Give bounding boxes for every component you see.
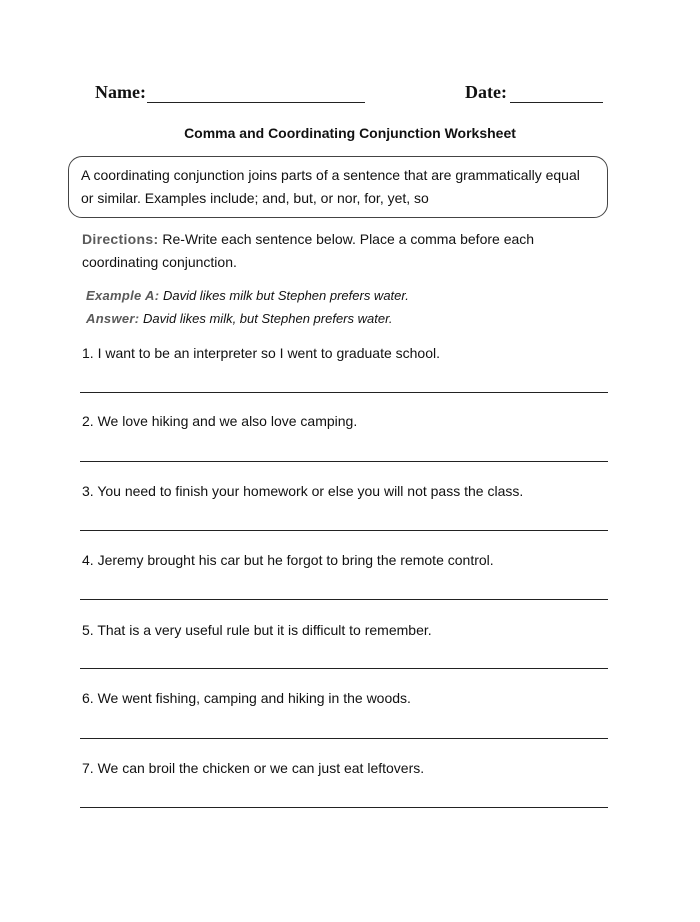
- example-a: [86, 288, 409, 303]
- answer-line-7[interactable]: [80, 807, 608, 808]
- name-label: Name:: [95, 82, 146, 102]
- answer-label: Answer:: [86, 311, 140, 326]
- directions-label: Directions:: [82, 231, 159, 247]
- answer-line-4[interactable]: [80, 599, 608, 600]
- definition-box: [68, 156, 608, 218]
- answer-text: David likes milk, but Stephen prefers water.: [143, 311, 393, 326]
- directions-line-1: Re-Write each sentence below. Place a comma before each: [162, 231, 535, 247]
- definition-line-2: or similar. Examples include; and, but, or nor, for, yet, so: [81, 190, 429, 206]
- question-3: 3. You need to finish your homework or else you will not pass the class.: [82, 483, 524, 499]
- definition-line-1: A coordinating conjunction joins parts of a sentence that are grammatically equal: [81, 167, 580, 183]
- answer-line-1[interactable]: [80, 392, 608, 393]
- date-label: Date:: [465, 82, 507, 102]
- question-5: 5. That is a very useful rule but it is difficult to remember.: [82, 622, 432, 638]
- directions-line-2: coordinating conjunction.: [82, 254, 237, 270]
- question-2: 2. We love hiking and we also love camping.: [82, 413, 358, 429]
- answer-line-6[interactable]: [80, 738, 608, 739]
- example-label: Example A:: [86, 288, 160, 303]
- question-7: 7. We can broil the chicken or we can just eat leftovers.: [82, 760, 425, 776]
- example-text: David likes milk but Stephen prefers water.: [162, 288, 409, 303]
- example-answer: [86, 311, 393, 326]
- name-line: [147, 102, 365, 103]
- answer-line-2[interactable]: [80, 461, 608, 462]
- worksheet-title: Comma and Coordinating Conjunction Worksheet: [184, 125, 516, 141]
- directions: [82, 228, 602, 274]
- answer-line-3[interactable]: [80, 530, 608, 531]
- header-row: [95, 82, 610, 108]
- question-6: 6. We went fishing, camping and hiking in the woods.: [82, 690, 411, 706]
- question-4: 4. Jeremy brought his car but he forgot to bring the remote control.: [82, 552, 494, 568]
- answer-line-5[interactable]: [80, 668, 608, 669]
- date-line: [510, 102, 603, 103]
- question-1: 1. I want to be an interpreter so I went to graduate school.: [82, 345, 440, 361]
